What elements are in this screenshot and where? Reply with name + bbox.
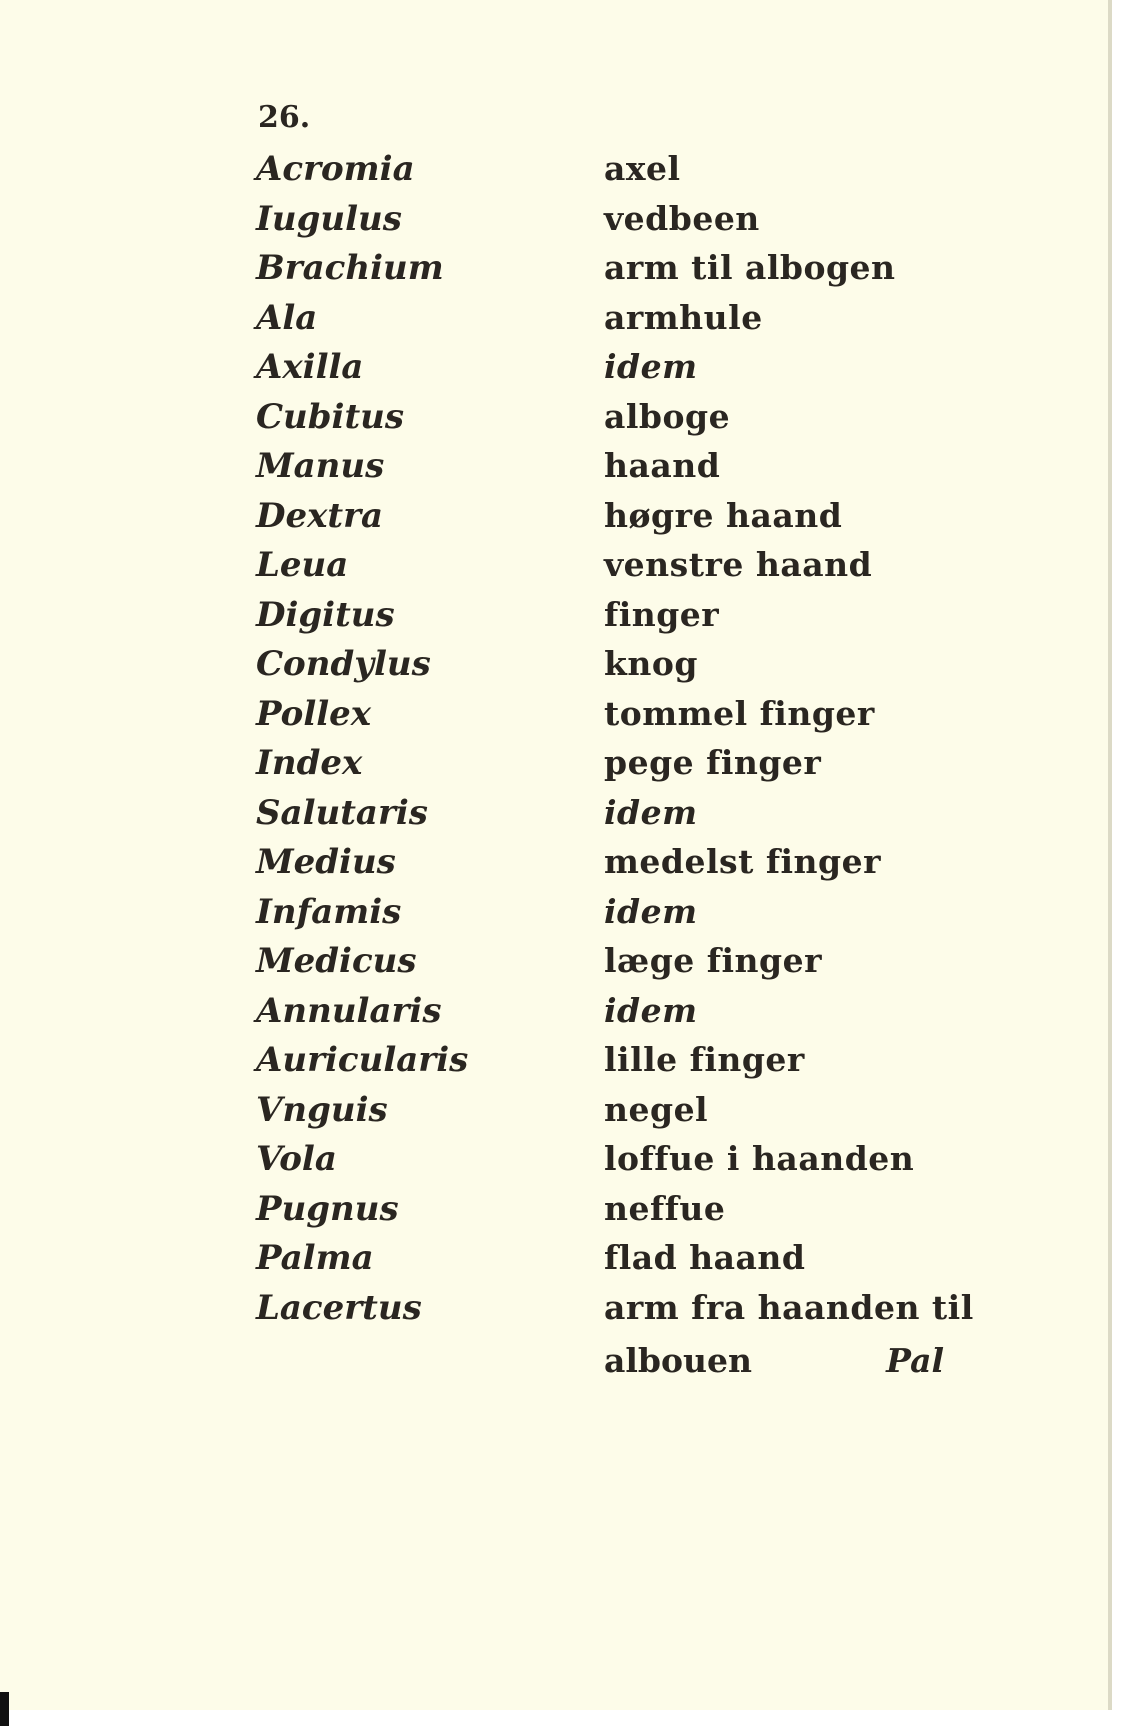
danish-translation: lille finger (604, 1040, 805, 1079)
glossary-entry (0, 295, 1136, 345)
latin-term: Dextra (256, 495, 384, 536)
glossary-entry (0, 592, 1136, 642)
glossary-entry (0, 1037, 1136, 1087)
latin-term: Medicus (256, 941, 417, 981)
danish-translation: alboge (604, 396, 731, 436)
continuation-line (604, 1338, 944, 1384)
danish-translation: høgre haand (604, 495, 843, 535)
latin-term: Infamis (256, 891, 402, 932)
glossary-entry (0, 146, 1136, 196)
latin-term: Auricularis (256, 1040, 469, 1080)
danish-translation: tommel finger (604, 693, 875, 733)
danish-translation: haand (604, 446, 721, 485)
glossary-entry (0, 344, 1136, 394)
latin-term: Pollex (256, 693, 372, 734)
danish-translation: venstre haand (604, 545, 873, 584)
glossary-entry (0, 1186, 1136, 1236)
danish-translation: idem (604, 891, 698, 931)
glossary-entry (0, 542, 1136, 592)
danish-translation: flad haand (604, 1238, 806, 1277)
page-number: 26. (258, 100, 311, 135)
danish-translation: idem (604, 792, 698, 832)
glossary-entry (0, 691, 1136, 741)
danish-translation: negel (604, 1089, 709, 1129)
danish-translation: pege finger (604, 743, 822, 782)
latin-term: Lacertus (256, 1287, 422, 1328)
glossary-entry (0, 1087, 1136, 1137)
glossary-entry (0, 938, 1136, 988)
latin-term: Axilla (256, 347, 364, 387)
danish-translation: armhule (604, 297, 763, 337)
danish-translation: axel (604, 149, 681, 188)
latin-term: Digitus (256, 594, 395, 635)
glossary-entry (0, 1285, 1136, 1335)
danish-translation: arm til albogen (604, 248, 896, 287)
glossary-entry (0, 839, 1136, 889)
danish-translation: vedbeen (604, 198, 760, 238)
danish-translation: læge finger (604, 941, 822, 980)
glossary-entry (0, 641, 1136, 691)
glossary-entry (0, 196, 1136, 246)
latin-term: Pugnus (256, 1188, 399, 1229)
latin-term: Annularis (256, 990, 442, 1031)
latin-term: Vnguis (256, 1089, 388, 1130)
danish-translation: finger (604, 594, 720, 634)
latin-term: Medius (256, 842, 396, 882)
scan-corner-mark (0, 1692, 9, 1726)
danish-translation: medelst finger (604, 842, 882, 881)
latin-term: Manus (256, 446, 385, 486)
danish-translation: neffue (604, 1188, 726, 1228)
glossary-entry (0, 394, 1136, 444)
latin-term: Cubitus (256, 396, 405, 437)
glossary-entry (0, 790, 1136, 840)
danish-translation: arm fra haanden til (604, 1287, 974, 1327)
danish-translation: loffue i haanden (604, 1139, 915, 1178)
latin-term: Ala (256, 297, 318, 338)
glossary-entry (0, 1235, 1136, 1285)
glossary-entry (0, 245, 1136, 295)
glossary-entry (0, 889, 1136, 939)
danish-translation: idem (604, 347, 698, 386)
glossary-entry (0, 740, 1136, 790)
scan-margin-bottom (0, 1710, 1136, 1726)
glossary-entry (0, 1136, 1136, 1186)
latin-term: Index (256, 743, 363, 783)
danish-translation: idem (604, 990, 698, 1030)
glossary-entry (0, 443, 1136, 493)
latin-term: Leua (256, 545, 349, 585)
danish-translation: knog (604, 644, 698, 683)
latin-term: Condylus (256, 644, 431, 684)
latin-term: Palma (256, 1238, 374, 1278)
latin-term: Salutaris (256, 792, 428, 833)
catchword: Pal (886, 1341, 944, 1380)
latin-term: Vola (256, 1139, 337, 1179)
latin-term: Iugulus (256, 198, 402, 239)
glossary-entry (0, 493, 1136, 543)
latin-term: Brachium (256, 248, 444, 288)
continuation-text: albouen (604, 1341, 752, 1380)
latin-term: Acromia (256, 149, 415, 189)
glossary-entry (0, 988, 1136, 1038)
glossary-list (0, 146, 1136, 1334)
